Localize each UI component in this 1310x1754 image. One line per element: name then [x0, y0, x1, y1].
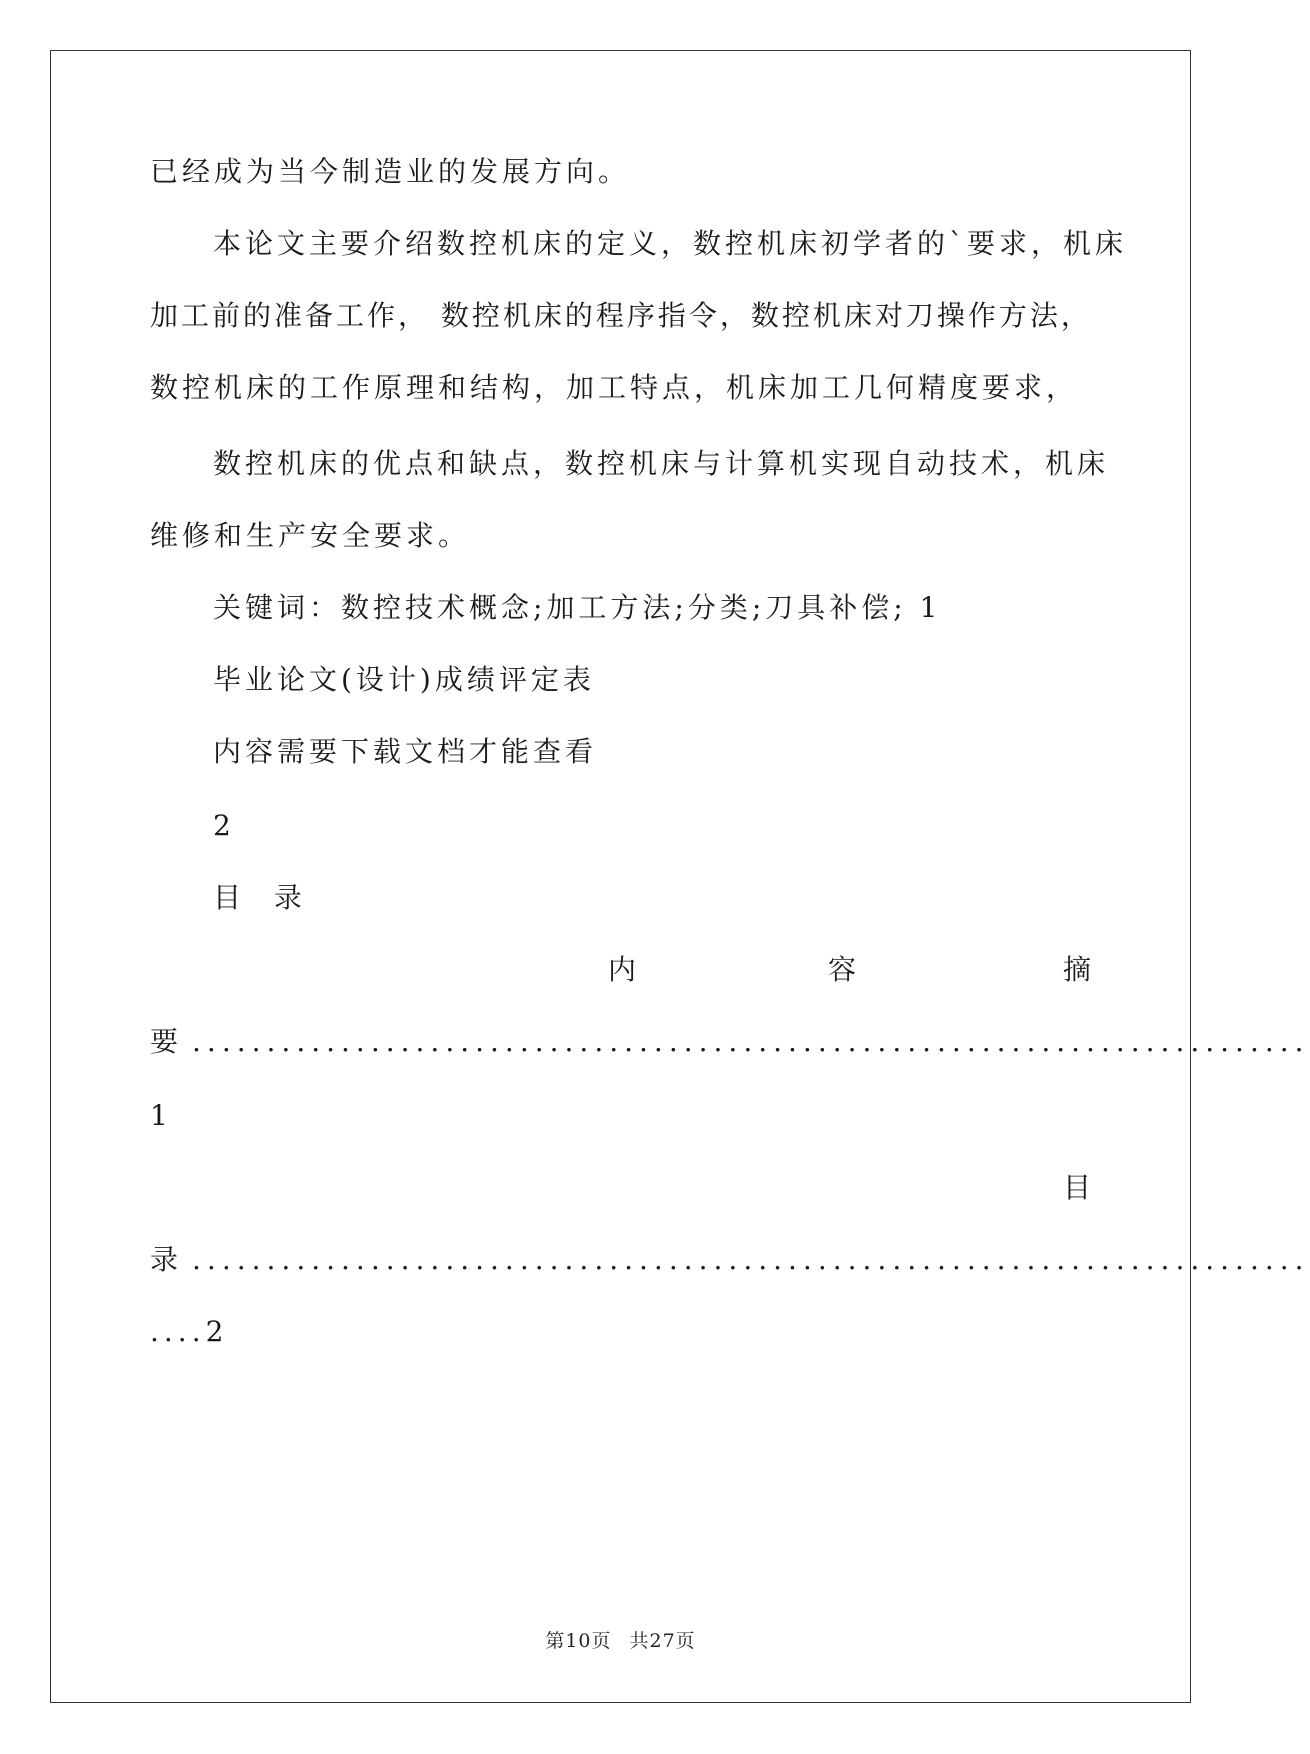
toc-entry-contents[interactable] [150, 1242, 1310, 1278]
body-text-line: 数控机床的优点和缺点，数控机床与计算机实现自动技术，机床 [213, 447, 1110, 480]
body-text-line: 数控机床的工作原理和结构，加工特点，机床加工几何精度要求， [150, 371, 1079, 404]
body-text-line: 加工前的准备工作， 数控机床的程序指令，数控机床对刀操作方法， [150, 299, 1092, 332]
toc-page-number: ....2 [150, 1315, 229, 1348]
toc-abstract-char: 摘 [1063, 953, 1092, 986]
body-text-line: 已经成为当今制造业的发展方向。 [150, 155, 631, 188]
toc-abstract-char: 容 [828, 953, 857, 986]
current-page-label: 第10页 [545, 1630, 612, 1652]
toc-leader-dots: ........................................................................... [192, 1243, 1310, 1276]
toc-heading: 目 录 [213, 881, 314, 914]
toc-contents-char: 目 [1063, 1171, 1092, 1204]
keywords-line: 关键词：数控技术概念;加工方法;分类;刀具补偿; 1 [213, 591, 942, 624]
toc-page-number: 1 [150, 1099, 172, 1132]
toc-abstract-char: 内 [608, 953, 637, 986]
toc-entry-label: 要 [150, 1025, 179, 1058]
download-notice: 内容需要下载文档才能查看 [213, 735, 598, 768]
body-text-line: 本论文主要介绍数控机床的定义，数控机床初学者的`要求，机床 [213, 227, 1128, 260]
page-footer [0, 1629, 1241, 1653]
body-text-line: 维修和生产安全要求。 [150, 519, 471, 552]
grading-table-title: 毕业论文(设计)成绩评定表 [213, 663, 595, 696]
page-marker: 2 [213, 809, 235, 842]
toc-leader-dots: ........................................................................... [192, 1025, 1310, 1058]
toc-entry-label: 录 [150, 1243, 179, 1276]
total-pages-label: 共27页 [629, 1630, 696, 1652]
toc-entry-abstract[interactable] [150, 1024, 1310, 1060]
